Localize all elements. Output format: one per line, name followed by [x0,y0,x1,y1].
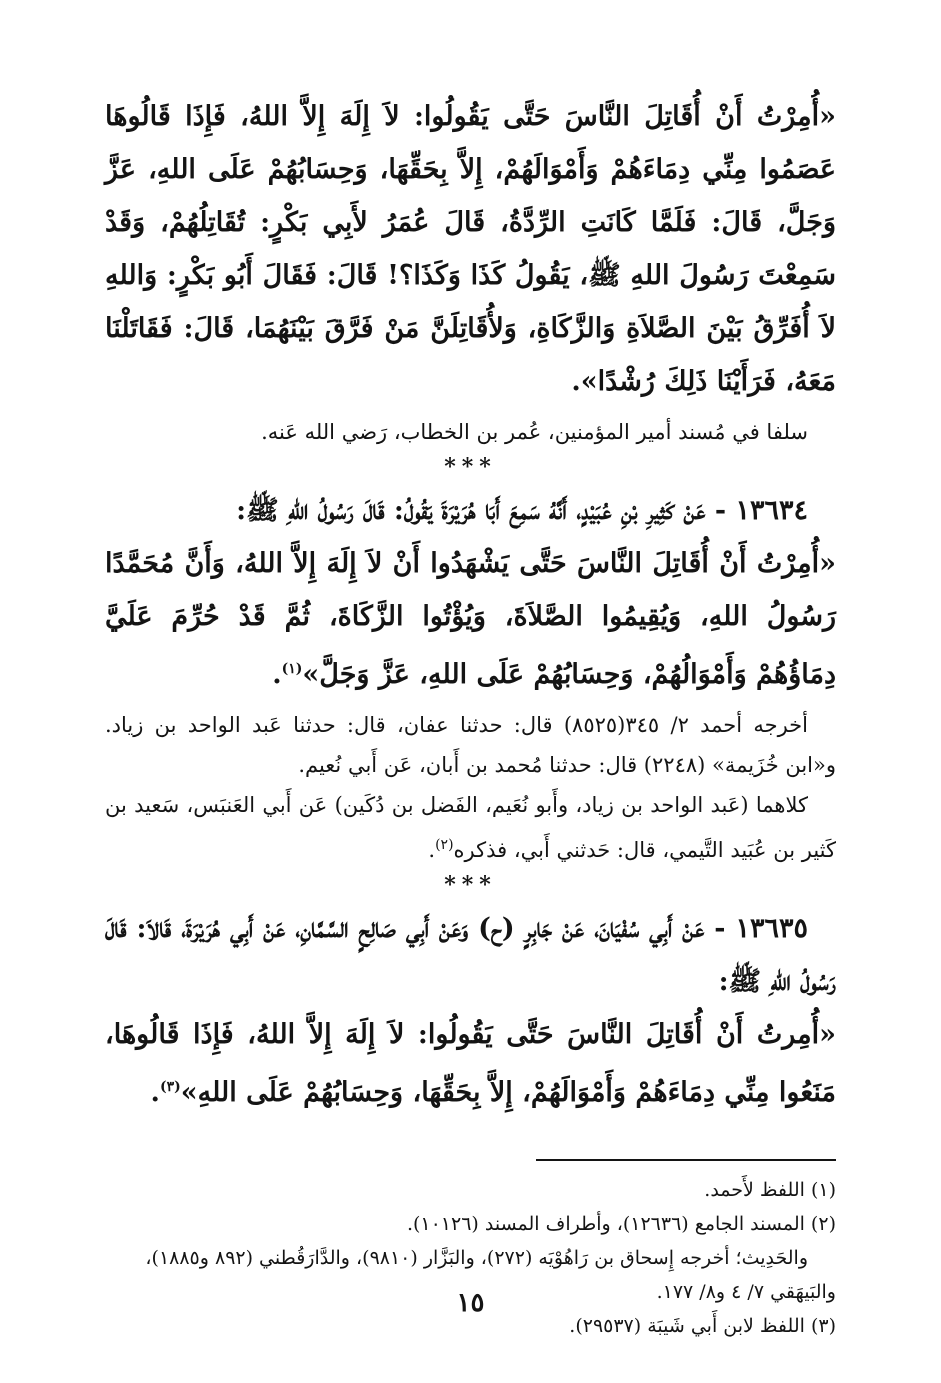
footnote-2: (٢) المسند الجامع (١٢٦٣٦)، وأطراف المسند (١٠١٢٦). [406,1213,836,1235]
hadith-13634-end: . [272,659,282,690]
footnote-2-continued: والحَدِيث؛ أخرجه إِسحاق بن رَاهُوْيَه (٢٧٢)، والبَزَّار (٩٨١٠)، والدَّارَقُطني (٨٩٢ و١٨٨٥)، والبَيهَقي ٧/ ٤ و٨/ ١٧٧. [145,1247,836,1303]
hadith-13634 [105,484,836,870]
footnote-marker-2: (٢) [435,837,454,853]
footnote-marker-3: (٣) [159,1079,181,1095]
hadith-13635-intro: ١٣٦٣٥ - عَنْ أَبِي سُفْيَانَ، عَنْ جَابِرٍ (ح) وَعَنْ أَبِي صَالِحٍ السَّمَّانِ، عَنْ أَبِي هُرَيْرَةَ، قَالاَ: قَالَ رَسُولُ اللهِ ﷺ: [105,913,836,997]
section-separator-2: *** [444,872,497,898]
hadith-13634-takhrij: أخرجه أحمد ٢/ ٣٤٥(٨٥٢٥) قال: حدثنا عفان، قال: حدثنا عَبد الواحد بن زياد. و«ابن خُزَيمة» (٢٢٤٨) قال: حدثنا مُحمد بن أَبان، عَن أَبي نُعيم. [105,713,836,777]
section-separator: *** [444,454,497,480]
hadith-13634-both [105,785,836,870]
footnote-marker-1: (١) [281,661,303,677]
footnote-1: (١) اللفظ لأَحمد. [704,1179,836,1201]
hadith-13635-text [105,1008,836,1119]
hadith-13635-end: . [150,1077,160,1108]
hadith-13634-matn: «أُمِرْتُ أَنْ أُقَاتِلَ النَّاسَ حَتَّى يَشْهَدُوا أَنْ لاَ إِلَهَ إِلاَّ اللهُ، وَأَنَّ مُحَمَّدًا رَسُولُ اللهِ، وَيُقِيمُوا الصَّلاَةَ، وَيُؤْتُوا الزَّكَاةَ، ثُمَّ قَدْ حُرِّمَ عَلَيَّ دِمَاؤُهُمْ وَأَمْوَالُهُمْ، وَحِسَابُهُمْ عَلَى اللهِ، عَزَّ وَجَلَّ» [105,548,836,690]
hadith-13634-intro: ١٣٦٣٤ - عَنْ كَثِيرِ بْنِ عُبَيْدٍ، أَنَّهُ سَمِعَ أَبَا هُرَيْرَةَ يَقُولُ: قَالَ رَسُولُ اللهِ ﷺ: [236,495,808,526]
footnote-divider [536,1159,836,1161]
hadith-13635 [105,902,836,1119]
hadith-13635-matn: «أُمِرتُ أَنْ أُقَاتِلَ النَّاسَ حَتَّى يَقُولُوا: لاَ إِلَهَ إِلاَّ اللهُ، فَإِذَا قَالُوهَا، مَنَعُوا مِنِّي دِمَاءَهُمْ وَأَمْوَالَهُمْ، إِلاَّ بِحَقِّهَا، وَحِسَابُهُمْ عَلَى اللهِ» [105,1019,836,1108]
footnote-3: (٣) اللفظ لابن أَبي شَيبَة (٢٩٥٣٧). [569,1315,836,1337]
hadith-13634-text [105,537,836,701]
hadith-13634-both-end: . [428,838,436,862]
page-number: ١٥ [456,1288,485,1318]
hadith-prev-text: «أُمِرْتُ أَنْ أُقَاتِلَ النَّاسَ حَتَّى يَقُولُوا: لاَ إِلَهَ إِلاَّ اللهُ، فَإِذَا قَالُوهَا عَصَمُوا مِنِّي دِمَاءَهُمْ وَأَمْوَالَهُمْ، إِلاَّ بِحَقِّهَا، وَحِسَابُهُمْ عَلَى اللهِ، عَزَّ وَجَلَّ، قَالَ: فَلَمَّا كَانَتِ الرِّدَّةُ، قَالَ عُمَرُ لأَبِي بَكْرٍ: تُقَاتِلُهُمْ، وَقَدْ سَمِعْتَ رَسُولَ اللهِ ﷺ، يَقُولُ كَذَا وَكَذَا؟! قَالَ: فَقَالَ أَبُو بَكْرٍ: وَاللهِ لاَ أُفَرِّقُ بَيْنَ الصَّلاَةِ وَالزَّكَاةِ، وَلأُقَاتِلَنَّ مَنْ فَرَّقَ بَيْنَهُمَا، قَالَ: فَقَاتَلْنَا مَعَهُ، فَرَأَيْنَا ذَلِكَ رُشْدًا». [105,101,836,397]
hadith-prev-note: سلفا في مُسند أمير المؤمنين، عُمر بن الخطاب، رَضي الله عَنه. [261,420,808,444]
hadith-13634-both-text: كلاهما (عَبد الواحد بن زياد، وأَبو نُعَيم، الفَضل بن دُكَين) عَن أَبي العَنبَس، سَعيد بن كَثير بن عُبَيد التَّيمي، قال: حَدثني أَبي، فذكره [105,793,836,862]
